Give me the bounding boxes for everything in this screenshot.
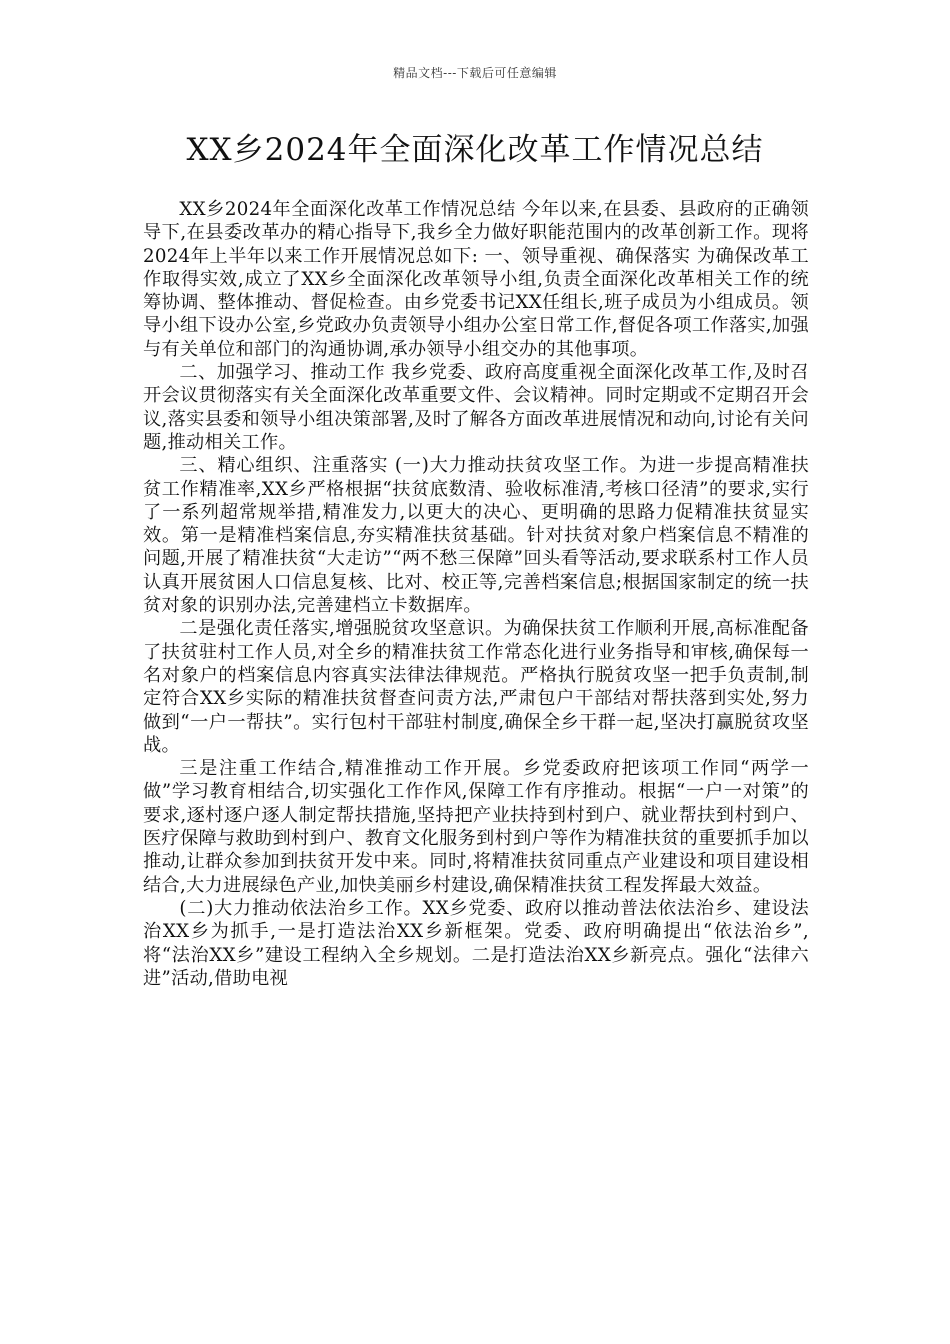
header-note: 精品文档---下载后可任意编辑 bbox=[393, 66, 557, 80]
paragraph-responsibility: 二是强化责任落实,增强脱贫攻坚意识。为确保扶贫工作顺利开展,高标准配备了扶贫驻村工作人员,对全乡的精准扶贫工作常态化进行业务指导和审核,确保每一名对象户的档案信息内容真实法律法律规范。严格执行脱贫攻坚一把手负责制,制定符合XX乡实际的精准扶贫督查问责方法,严肃包户干部结对帮扶落到实处,努力做到“一户一帮扶”。实行包村干部驻村制度,确保全乡干群一起,坚决打赢脱贫攻坚战。 bbox=[143, 618, 809, 756]
paragraph-poverty-alleviation: 三、精心组织、注重落实 (一)大力推动扶贫攻坚工作。为进一步提高精准扶贫工作精准率,XX乡严格根据“扶贫底数清、验收标准清,考核口径清”的要求,实行了一系列超常规举措,精准发力,以更大的决心、更明确的思路力促精准扶贫显实效。第一是精准档案信息,夯实精准扶贫基础。针对扶贫对象户档案信息不精准的问题,开展了精准扶贫“大走访”“两不愁三保障”回头看等活动,要求联系村工作人员认真开展贫困人口信息复核、比对、校正等,完善档案信息;根据国家制定的统一扶贫对象的识别办法,完善建档立卡数据库。 bbox=[143, 455, 809, 617]
paragraph-rule-of-law: (二)大力推动依法治乡工作。XX乡党委、政府以推动普法依法治乡、建设法治XX乡为抓手,一是打造法治XX乡新框架。党委、政府明确提出“依法治乡”,将“法治XX乡”建设工程纳入全乡规划。二是打造法治XX乡新亮点。强化“法律六进”活动,借助电视 bbox=[143, 897, 809, 989]
paragraph-work-combination: 三是注重工作结合,精准推动工作开展。乡党委政府把该项工作同“两学一做”学习教育相结合,切实强化工作作风,保障工作有序推动。根据“一户一对策”的要求,逐村逐户逐人制定帮扶措施,坚持把产业扶持到村到户、就业帮扶到村到户、医疗保障与救助到村到户、教育文化服务到村到户等作为精准扶贫的重要抓手加以推动,让群众参加到扶贫开发中来。同时,将精准扶贫同重点产业建设和项目建设相结合,大力进展绿色产业,加快美丽乡村建设,确保精准扶贫工程发挥最大效益。 bbox=[143, 758, 809, 896]
document-body bbox=[143, 198, 809, 990]
paragraph-intro-leadership: XX乡2024年全面深化改革工作情况总结 今年以来,在县委、县政府的正确领导下,在县委改革办的精心指导下,我乡全力做好职能范围内的改革创新工作。现将2024年上半年以来工作开展情况总如下: 一、领导重视、确保落实 为确保改革工作取得实效,成立了XX乡全面深化改革领导小组,负责全面深化改革相关工作的统筹协调、整体推动、督促检查。由乡党委书记XX任组长,班子成员为小组成员。领导小组下设办公室,乡党政办负责领导小组办公室日常工作,督促各项工作落实,加强与有关单位和部门的沟通协调,承办领导小组交办的其他事项。 bbox=[143, 199, 809, 360]
paragraph-study-work: 二、加强学习、推动工作 我乡党委、政府高度重视全面深化改革工作,及时召开会议贯彻落实有关全面深化改革重要文件、会议精神。同时定期或不定期召开会议,落实县委和领导小组决策部署,及时了解各方面改革进展情况和动向,讨论有关问题,推动相关工作。 bbox=[143, 362, 809, 453]
document-title: XX乡2024年全面深化改革工作情况总结 bbox=[186, 132, 764, 168]
